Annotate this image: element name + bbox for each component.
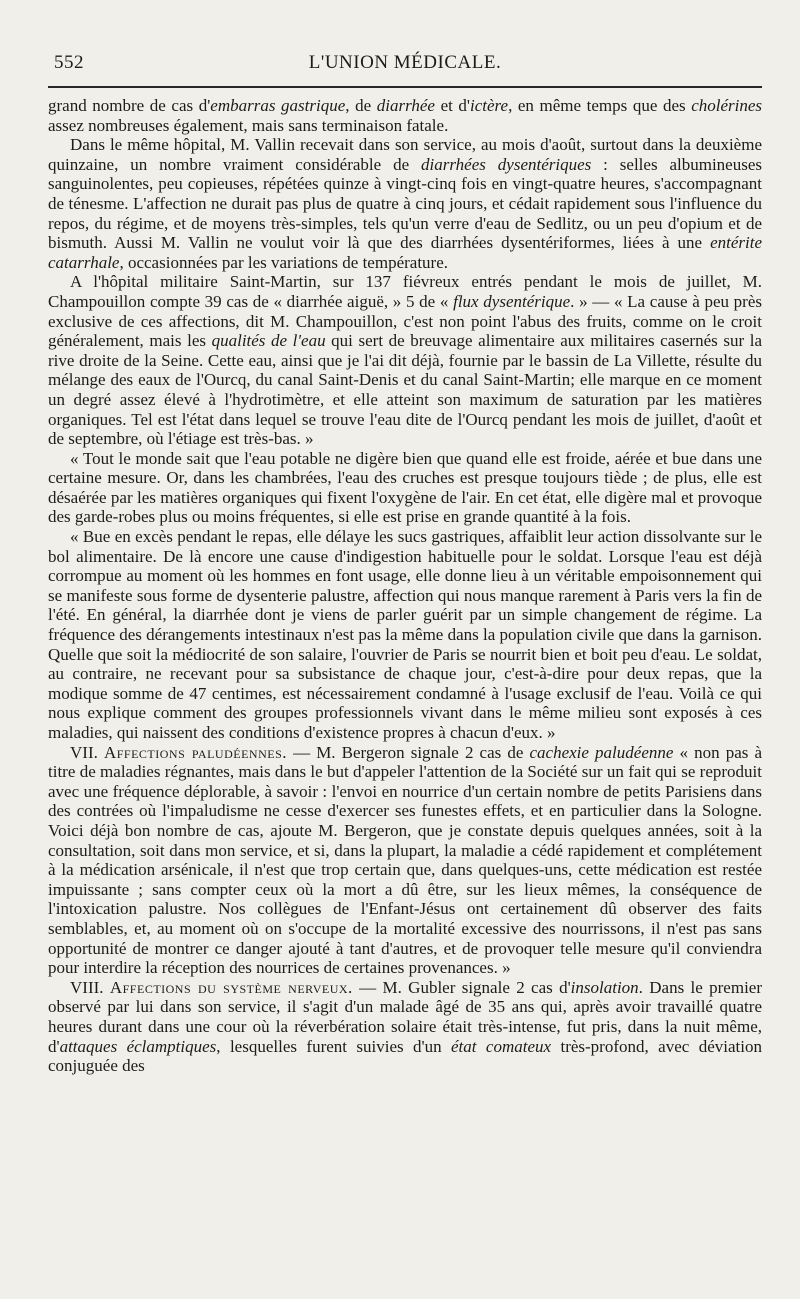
italic-span: ictère: [469, 96, 509, 115]
text-span: , de: [345, 96, 377, 115]
text-span: . » — « La cause à peu près exclusive de ces affections, dit M. Champouillon, c'est non point l'abus des fruits, comme on le croit généralement, mais les: [48, 291, 762, 351]
page-number: 552: [54, 52, 84, 73]
section-vii-paragraph: [48, 743, 762, 978]
italic-span: diarrhées dysentériques: [421, 154, 592, 174]
body-text: [48, 96, 762, 1076]
text-span: — M. Bergeron signale 2 cas de: [287, 742, 530, 762]
italic-span: état comateux: [451, 1036, 552, 1056]
text-span: VIII.: [70, 977, 110, 997]
text-span: : selles albumineuses sanguinolentes, peu copieuses, répétées quinze à vingt-cinq fois en vingt-quatre heures, s'accompagnant de ténesme. L'affection ne durait pas plus de quatre à cinq jours, et cédait rapidement sous l'influence du repos, du régime, et de moyens très-simples, tels qu'un verre d'eau de Sedlitz, ou un peu d'opium et de bismuth. Aussi M. Vallin ne voulut voir là que des diarrhées dysentériformes, liées à une: [48, 154, 762, 253]
text-span: , occasionnées par les variations de température.: [119, 252, 448, 272]
text-span: VII.: [70, 742, 104, 762]
text-span: grand nombre de cas d': [48, 96, 211, 115]
section-viii-paragraph: [48, 978, 762, 1076]
section-heading: Affections du système nerveux.: [109, 977, 353, 997]
text-span: qui sert de breuvage alimentaire aux militaires casernés sur la rive droite de la Seine. Cette eau, ainsi que je l'ai dit déjà, fournie par le bassin de La Villette, résulte du mélange des eaux de l'Ourcq, du canal Saint-Denis et du canal Saint-Martin; elle marque en ce moment un degré assez élevé à l'hydrotimètre, et elle atteint son maximum de saturation par les matières organiques. Tel est l'état dans lequel se trouve l'eau dite de l'Ourcq pendant les mois de juillet, d'août et de septembre, où l'étiage est très-bas. »: [48, 331, 762, 449]
paragraph: [48, 527, 762, 743]
paragraph: [48, 272, 762, 448]
page-header: [48, 52, 762, 80]
text-span: « Bue en excès pendant le repas, elle délaye les sucs gastriques, affaiblit leur action dissolvante sur le bol alimentaire. De là encore une cause d'indigestion habituelle pour le soldat. Lorsque l'eau est déjà corrompue au moment où les hommes en font usage, elle donne lieu à un véritable empoisonnement qui se manifeste sous forme de dysenterie palustre, affection qui nous manque rarement à Paris vers la fin de l'été. En général, la diarrhée dont je viens de parler guérit par un simple changement de régime. La fréquence des dérangements intestinaux n'est pas la même dans la population civile que dans la garnison. Quelle que soit la médiocrité de son salaire, l'ouvrier de Paris se nourrit bien et boit peu d'eau. Le soldat, au contraire, ne recevant pour sa subsistance de chaque jour, c'est-à-dire pour deux repas, que la modique somme de 47 centimes, est nécessairement condamné à l'usage exclusif de l'eau. Voilà ce qui nous explique comment des groupes professionnels vivant dans le même milieu sont exposés à ces maladies, qui naissent des conditions d'existence propres à chacun d'eux. »: [48, 527, 763, 742]
paragraph: [48, 135, 762, 272]
running-title: L'UNION MÉDICALE.: [308, 52, 502, 73]
italic-span: cholérines: [691, 96, 763, 115]
text-span: assez nombreuses également, mais sans terminaison fatale.: [48, 115, 449, 135]
text-span: — M. Gubler signale 2 cas d': [352, 977, 571, 997]
text-span: , lesquelles furent suivies d'un: [216, 1036, 452, 1056]
text-span: Dans le même hôpital, M. Vallin recevait dans son service, au mois d'août, surtout dans la deuxième quinzaine, un nombre vraiment considérable de: [48, 135, 762, 174]
italic-span: qualités de l'eau: [211, 331, 326, 351]
italic-span: attaques éclamptiques: [59, 1036, 217, 1056]
section-heading: Affections paludéennes.: [103, 742, 287, 762]
italic-span: diarrhée: [376, 96, 435, 115]
text-span: . Dans le premier observé par lui dans son service, il s'agit d'un malade âgé de 35 ans qui, après avoir travaillé quatre heures durant dans une cour où la réverbération solaire était très-intense, fut pris, dans la nuit même, d': [48, 977, 762, 1056]
italic-span: flux dysentérique: [453, 291, 571, 311]
italic-span: embarras gastrique: [210, 96, 346, 115]
italic-span: entérite catarrhale: [48, 233, 762, 272]
paragraph: [48, 96, 762, 135]
italic-span: insolation: [570, 977, 639, 997]
text-span: « Tout le monde sait que l'eau potable ne digère bien que quand elle est froide, aérée et bue dans une certaine mesure. Or, dans les chambrées, l'eau des cruches est presque toujours tiède ; de plus, elle est désaérée par les matières organiques qui fixent l'oxygène de l'air. En cet état, elle digère mal et provoque des garde-robes plus ou moins fréquentes, si elle est prise en grande quantité à la fois.: [48, 448, 762, 527]
text-span: A l'hôpital militaire Saint-Martin, sur 137 fiévreux entrés pendant le mois de juillet, M. Champouillon compte 39 cas de « diarrhée aiguë, » 5 de «: [48, 272, 762, 311]
italic-span: cachexie paludéenne: [529, 742, 674, 762]
paragraph: [48, 449, 762, 527]
text-span: et d': [434, 96, 470, 115]
text-span: , en même temps que des: [508, 96, 692, 115]
text-span: « non pas à titre de maladies régnantes, mais dans le but d'appeler l'attention de la Société sur un fait qui se reproduit avec une fréquence déplorable, à savoir : l'envoi en nourrice d'un certain nombre de petits Parisiens dans des contrées où l'impaludisme ne cesse d'exercer ses funestes effets, et en particulier dans la Sologne. Voici déjà bon nombre de cas, ajoute M. Bergeron, que je constate depuis quelques années, soit à la consultation, soit dans mon service, et si, dans la plupart, la maladie a cédé rapidement et complétement à la médication arsénicale, il n'est que trop certain que, dans quelques-uns, cette médication est restée impuissante ; sans compter ceux où la mort a dû être, sur les lieux mêmes, la conséquence de l'intoxication palustre. Nos collègues de l'Enfant-Jésus ont certainement dû observer des faits semblables, et, au moment où on s'occupe de la mortalité excessive des nourrissons, il n'est pas sans opportunité de montrer ce danger ajouté à tant d'autres, et de provoquer telle mesure qu'il conviendra pour interdire la réception des nourrices de certaines provenances. »: [48, 742, 763, 978]
text-span: très-profond, avec déviation conjuguée des: [48, 1036, 762, 1076]
header-rule: [48, 86, 762, 88]
